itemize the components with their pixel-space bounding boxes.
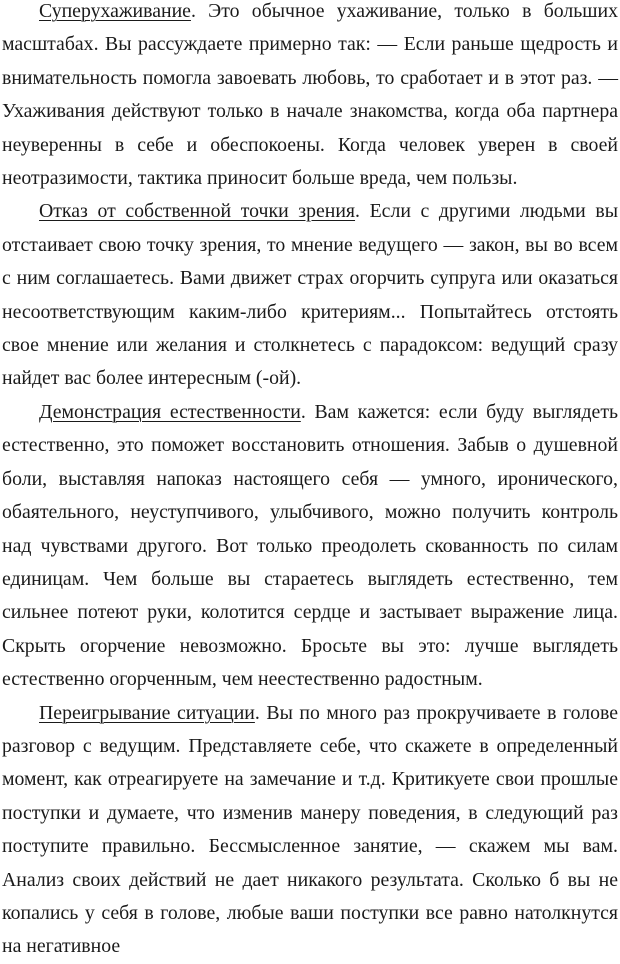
term-own-view-refusal: Отказ от собственной точки зрения bbox=[39, 200, 356, 223]
paragraph-super-courtship bbox=[2, 0, 618, 195]
paragraph-text: . Вы по много раз прокручиваете в голове разговор с ведущим. Представляете себе, что скажете в определенный момент, как отреагируете на замечание и т.д. Критикуете свои прошлые поступки и думаете, что изменив манеру поведения, в следующий раз поступите правильно. Бессмысленное занятие, — скажем мы вам. Анализ своих действий не дает никакого результата. Сколько б вы не копались у себя в голове, любые ваши поступки все равно натолкнутся на негативное bbox=[2, 701, 618, 958]
paragraph-situation-replay bbox=[2, 697, 618, 964]
paragraph-own-view-refusal bbox=[2, 195, 618, 395]
paragraph-text: . Вам кажется: если буду выглядеть естественно, это поможет восстановить отношения. Забыв о душевной боли, выставляя напоказ настоящего себя — умного, иронического, обаятельного, неуступчивого, улыбчивого, можно получить контроль над чувствами другого. Вот только преодолеть скованность по силам единицам. Чем больше вы стараетесь выглядеть естественно, тем сильнее потеют руки, колотится сердце и застывает выражение лица. Скрыть огорчение невозможно. Бросьте вы это: лучше выглядеть естественно огорченным, чем неестественно радостным. bbox=[2, 400, 619, 691]
paragraph-text: . Это обычное ухаживание, только в больших масштабах. Вы рассуждаете примерно так: — Если раньше щедрость и внимательность помогла завоевать любовь, то сработает и в этот раз. — Ухаживания действуют только в начале знакомства, когда оба партнера неуверенны в себе и обеспокоены. Когда человек уверен в своей неотразимости, тактика приносит больше вреда, чем пользы. bbox=[2, 0, 618, 190]
paragraph-text: . Если с другими людьми вы отстаивает свою точку зрения, то мнение ведущего — закон, вы во всем с ним соглашаетесь. Вами движет страх огорчить супруга или оказаться несоответствующим каким-либо критериям... Попытайтесь отстоять свое мнение или желания и столкнетесь с парадоксом: ведущий сразу найдет вас более интересным (-ой). bbox=[2, 200, 619, 390]
term-naturalness-demo: Демонстрация естественности bbox=[39, 400, 301, 423]
term-situation-replay: Переигрывание ситуации bbox=[39, 701, 255, 724]
term-super-courtship: Суперухаживание bbox=[39, 0, 191, 22]
paragraph-naturalness-demo bbox=[2, 396, 618, 697]
